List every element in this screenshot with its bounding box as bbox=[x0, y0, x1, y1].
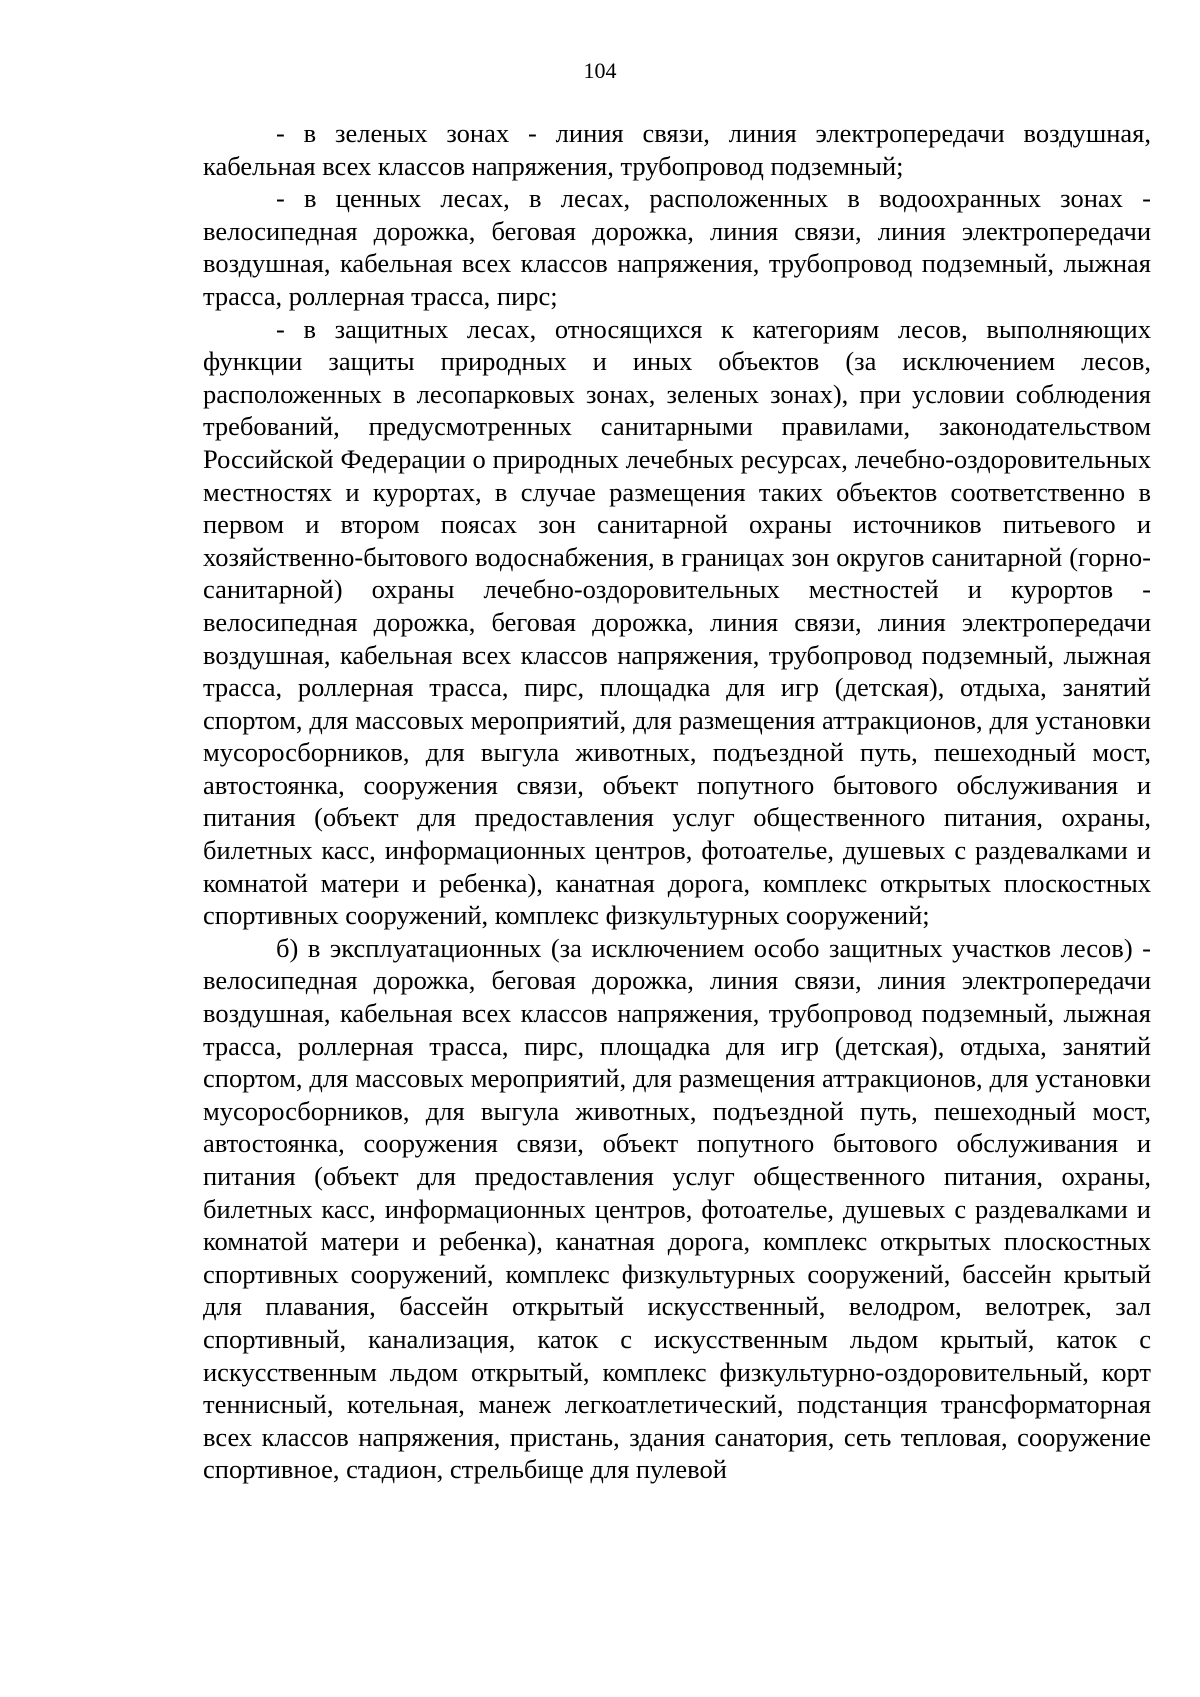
paragraph-operational-forests: б) в эксплуатационных (за исключением особо защитных участков лесов) - велосипедная дорожка, беговая дорожка, линия связи, линия электропередачи воздушная, кабельная всех классов напряжения, трубопровод подземный, лыжная трасса, роллерная трасса, пирс, площадка для игр (детская), отдыха, занятий спортом, для массовых мероприятий, для размещения аттракционов, для установки мусоросборников, для выгула животных, подъездной путь, пешеходный мост, автостоянка, сооружения связи, объект попутного бытового обслуживания и питания (объект для предоставления услуг общественного питания, охраны, билетных касс, информационных центров, фотоателье, душевых с раздевалками и комнатой матери и ребенка), канатная дорога, комплекс открытых плоскостных спортивных сооружений, комплекс физкультурных сооружений, бассейн крытый для плавания, бассейн открытый искусственный, велодром, велотрек, зал спортивный, канализация, каток с искусственным льдом крытый, каток с искусственным льдом открытый, комплекс физкультурно-оздоровительный, корт теннисный, котельная, манеж легкоатлетический, подстанция трансформаторная всех классов напряжения, пристань, здания санатория, сеть тепловая, сооружение спортивное, стадион, стрельбище для пулевой bbox=[203, 932, 1151, 1485]
paragraph-protective-forests: - в защитных лесах, относящихся к категориям лесов, выполняющих функции защиты природных и иных объектов (за исключением лесов, расположенных в лесопарковых зонах, зеленых зонах), при условии соблюдения требований, предусмотренных санитарными правилами, законодательством Российской Федерации о природных лечебных ресурсах, лечебно-оздоровительных местностях и курортах, в случае размещения таких объектов соответственно в первом и втором поясах зон санитарной охраны источников питьевого и хозяйственно-бытового водоснабжения, в границах зон округов санитарной (горно-санитарной) охраны лечебно-оздоровительных местностей и курортов - велосипедная дорожка, беговая дорожка, линия связи, линия электропередачи воздушная, кабельная всех классов напряжения, трубопровод подземный, лыжная трасса, роллерная трасса, пирс, площадка для игр (детская), отдыха, занятий спортом, для массовых мероприятий, для размещения аттракционов, для установки мусоросборников, для выгула животных, подъездной путь, пешеходный мост, автостоянка, сооружения связи, объект попутного бытового обслуживания и питания (объект для предоставления услуг общественного питания, охраны, билетных касс, информационных центров, фотоателье, душевых с раздевалками и комнатой матери и ребенка), канатная дорога, комплекс открытых плоскостных спортивных сооружений, комплекс физкультурных сооружений; bbox=[203, 313, 1151, 931]
document-body bbox=[203, 117, 1151, 1486]
paragraph-green-zones: - в зеленых зонах - линия связи, линия электропередачи воздушная, кабельная всех классов напряжения, трубопровод подземный; bbox=[203, 118, 1151, 181]
page-number: 104 bbox=[583, 58, 617, 83]
paragraph-valuable-forests: - в ценных лесах, в лесах, расположенных в водоохранных зонах - велосипедная дорожка, беговая дорожка, линия связи, линия электропередачи воздушная, кабельная всех классов напряжения, трубопровод подземный, лыжная трасса, роллерная трасса, пирс; bbox=[203, 183, 1151, 311]
